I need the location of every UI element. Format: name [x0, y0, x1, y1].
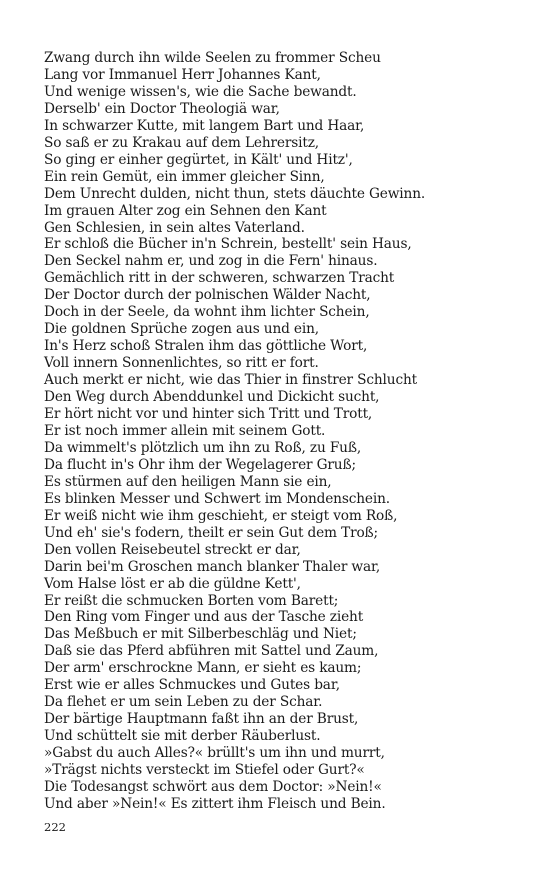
poem-line: Die goldnen Sprüche zogen aus und ein,	[44, 321, 319, 338]
poem-line: Da flucht in's Ohr ihm der Wegelagerer Gruß;	[44, 456, 356, 473]
poem-line: Gemächlich ritt in der schweren, schwarzen Tracht	[44, 270, 395, 287]
poem-line: So ging er einher gegürtet, in Kält' und Hitz',	[44, 151, 353, 168]
poem-text	[44, 50, 539, 813]
poem-line: Lang vor Immanuel Herr Johannes Kant,	[44, 66, 321, 83]
poem-line: Derselb' ein Doctor Theologiä war,	[44, 100, 280, 117]
poem-line: Das Meßbuch er mit Silberbeschläg und Niet;	[44, 626, 357, 643]
poem-line: Ein rein Gemüt, ein immer gleicher Sinn,	[44, 168, 325, 185]
poem-line: So saß er zu Krakau auf dem Lehrersitz,	[44, 134, 319, 151]
poem-line: Es blinken Messer und Schwert im Mondenschein.	[44, 490, 390, 507]
poem-line: Der Doctor durch der polnischen Wälder Nacht,	[44, 287, 371, 304]
poem-line: Vom Halse löst er ab die güldne Kett',	[44, 575, 301, 592]
poem-line: Im grauen Alter zog ein Sehnen den Kant	[44, 202, 327, 219]
poem-line: Voll innern Sonnenlichtes, so ritt er fort.	[44, 355, 319, 372]
poem-line: Da wimmelt's plötzlich um ihn zu Roß, zu Fuß,	[44, 439, 362, 456]
poem-line: Darin bei'm Groschen manch blanker Thaler war,	[44, 558, 381, 575]
poem-line: Doch in der Seele, da wohnt ihm lichter Schein,	[44, 304, 370, 321]
poem-line: Er ist noch immer allein mit seinem Gott.	[44, 422, 326, 439]
poem-line: Er weiß nicht wie ihm geschieht, er steigt vom Roß,	[44, 507, 398, 524]
poem-line: »Trägst nichts versteckt im Stiefel oder Gurt?«	[44, 762, 365, 779]
poem-line: Und eh' sie's fodern, theilt er sein Gut dem Troß;	[44, 524, 379, 541]
poem-line: Er reißt die schmucken Borten vom Barett;	[44, 592, 339, 609]
poem-line: Den Weg durch Abenddunkel und Dickicht sucht,	[44, 389, 380, 406]
poem-line: Der bärtige Hauptmann faßt ihn an der Brust,	[44, 711, 359, 728]
poem-line: Und wenige wissen's, wie die Sache bewandt.	[44, 83, 357, 100]
poem-line: Gen Schlesien, in sein altes Vaterland.	[44, 219, 305, 236]
poem-line: In schwarzer Kutte, mit langem Bart und Haar,	[44, 117, 365, 134]
poem-line: Daß sie das Pferd abführen mit Sattel und Zaum,	[44, 643, 379, 660]
poem-line: Dem Unrecht dulden, nicht thun, stets däuchte Gewinn.	[44, 185, 426, 202]
poem-line: Und aber »Nein!« Es zittert ihm Fleisch und Bein.	[44, 795, 386, 812]
poem-line: Er schloß die Bücher in'n Schrein, bestellt' sein Haus,	[44, 236, 412, 253]
poem-line: Erst wie er alles Schmuckes und Gutes bar,	[44, 677, 340, 694]
poem-line: Zwang durch ihn wilde Seelen zu frommer Scheu	[44, 50, 381, 66]
poem-line: Da flehet er um sein Leben zu der Schar.	[44, 694, 323, 711]
poem-line: Den Seckel nahm er, und zog in die Fern' hinaus.	[44, 253, 378, 270]
page-number: 222	[44, 820, 66, 834]
poem-line: Den Ring vom Finger und aus der Tasche zieht	[44, 609, 364, 626]
poem-line: In's Herz schoß Stralen ihm das göttliche Wort,	[44, 338, 368, 355]
poem-line: Er hört nicht vor und hinter sich Tritt und Trott,	[44, 406, 373, 423]
poem-line: Die Todesangst schwört aus dem Doctor: »Nein!«	[44, 778, 382, 795]
poem-line: Es stürmen auf den heiligen Mann sie ein,	[44, 473, 332, 490]
poem-line: Der arm' erschrockne Mann, er sieht es kaum;	[44, 660, 362, 677]
poem-line: Auch merkt er nicht, wie das Thier in finstrer Schlucht	[44, 372, 417, 389]
poem-line: »Gabst du auch Alles?« brüllt's um ihn und murrt,	[44, 745, 385, 762]
poem-line: Den vollen Reisebeutel streckt er dar,	[44, 541, 301, 558]
poem-line: Und schüttelt sie mit derber Räuberlust.	[44, 728, 321, 745]
